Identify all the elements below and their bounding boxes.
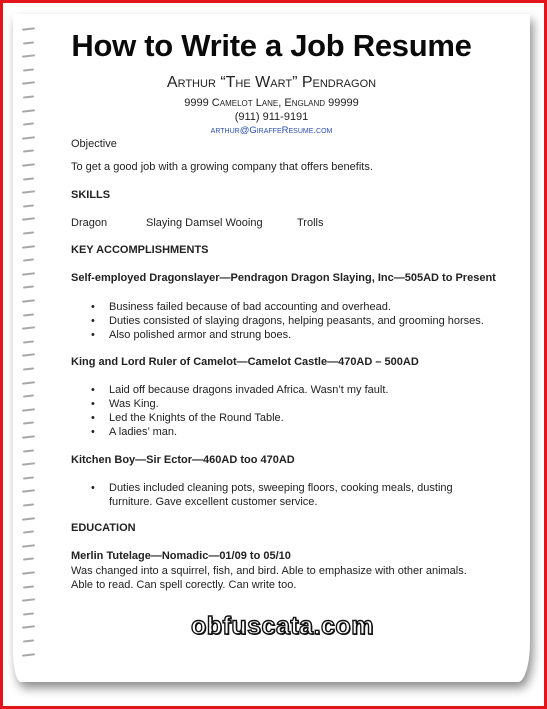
perforation-mark bbox=[22, 218, 35, 221]
accomplishments-heading: KEY ACCOMPLISHMENTS bbox=[71, 244, 209, 256]
perforation-mark bbox=[23, 639, 34, 642]
perforation-mark bbox=[22, 626, 35, 629]
skills-heading: SKILLS bbox=[71, 189, 111, 201]
perforation-mark bbox=[23, 313, 34, 316]
perforation-mark bbox=[22, 517, 35, 520]
job-bullets bbox=[71, 383, 501, 439]
job-title: Kitchen Boy—Sir Ector—460AD too 470AD bbox=[71, 454, 295, 466]
perforation-mark bbox=[23, 395, 34, 398]
list-item: • A ladies’ man. bbox=[71, 425, 501, 439]
applicant-email-link[interactable]: arthur@GiraffeResume.com bbox=[210, 125, 333, 136]
education-school: Merlin Tutelage—Nomadic—01/09 to 05/10 bbox=[71, 550, 291, 562]
skill-item: Dragon bbox=[71, 217, 108, 229]
skill-item: Trolls bbox=[297, 217, 324, 229]
perforation-mark bbox=[22, 245, 35, 248]
perforation-mark bbox=[23, 259, 34, 262]
resume-paper bbox=[13, 14, 530, 682]
perforation-mark bbox=[22, 408, 35, 411]
perforation-mark bbox=[22, 544, 35, 547]
objective-text: To get a good job with a growing company that offers benefits. bbox=[71, 161, 373, 173]
perforation-mark bbox=[22, 463, 35, 466]
list-item: • Duties included cleaning pots, sweeping floors, cooking meals, dusting furniture. Gave excellent customer service. bbox=[71, 481, 471, 509]
perforation-mark bbox=[22, 381, 35, 384]
perforation-mark bbox=[23, 449, 34, 452]
list-item: • Duties consisted of slaying dragons, helping peasants, and grooming horses. bbox=[71, 314, 501, 328]
education-heading: EDUCATION bbox=[71, 522, 136, 534]
perforation-mark bbox=[23, 367, 34, 370]
perforation-mark bbox=[22, 571, 35, 574]
objective-label: Objective bbox=[71, 138, 117, 150]
perforation-mark bbox=[22, 136, 35, 139]
perforation-mark bbox=[23, 150, 34, 153]
perforation-mark bbox=[23, 476, 34, 479]
perforation-mark bbox=[23, 177, 34, 180]
perforation-mark bbox=[23, 503, 34, 506]
perforation-mark bbox=[23, 340, 34, 343]
perforation-mark bbox=[22, 191, 35, 194]
list-item: • Led the Knights of the Round Table. bbox=[71, 411, 501, 425]
notebook-perforations bbox=[23, 28, 37, 668]
list-item: • Also polished armor and strung boes. bbox=[71, 328, 501, 342]
perforation-mark bbox=[22, 435, 35, 438]
list-item: • Business failed because of bad accounting and overhead. bbox=[71, 300, 501, 314]
education-text: Was changed into a squirrel, fish, and bird. Able to emphasize with other animals. Able to read. Can spell corectly. Can write too. bbox=[71, 565, 467, 591]
list-item: • Laid off because dragons invaded Africa. Wasn’t my fault. bbox=[71, 383, 501, 397]
page-title: How to Write a Job Resume bbox=[71, 28, 472, 63]
perforation-mark bbox=[22, 299, 35, 302]
job-bullets bbox=[71, 300, 501, 342]
job-title: King and Lord Ruler of Camelot—Camelot Castle—470AD – 500AD bbox=[71, 356, 419, 368]
perforation-mark bbox=[23, 286, 34, 289]
job-title: Self-employed Dragonslayer—Pendragon Dragon Slaying, Inc—505AD to Present bbox=[71, 272, 496, 284]
job-bullets bbox=[71, 481, 471, 509]
perforation-mark bbox=[22, 163, 35, 166]
perforation-mark bbox=[23, 68, 34, 71]
perforation-mark bbox=[22, 354, 35, 357]
perforation-mark bbox=[22, 599, 35, 602]
list-item: • Was King. bbox=[71, 397, 501, 411]
perforation-mark bbox=[23, 231, 34, 234]
perforation-mark bbox=[23, 531, 34, 534]
applicant-name: Arthur “The Wart” Pendragon bbox=[166, 74, 377, 91]
perforation-mark bbox=[22, 653, 35, 656]
perforation-mark bbox=[23, 422, 34, 425]
perforation-mark bbox=[22, 327, 35, 330]
perforation-mark bbox=[23, 612, 34, 615]
watermark: obfuscata.com bbox=[191, 612, 374, 640]
skill-item: Slaying Damsel Wooing bbox=[146, 217, 263, 229]
perforation-mark bbox=[23, 558, 34, 561]
perforation-mark bbox=[23, 585, 34, 588]
perforation-mark bbox=[22, 490, 35, 493]
applicant-phone: (911) 911-9191 bbox=[234, 111, 309, 123]
perforation-mark bbox=[23, 204, 34, 207]
perforation-mark bbox=[22, 272, 35, 275]
applicant-address: 9999 Camelot Lane, England 99999 bbox=[184, 97, 359, 109]
